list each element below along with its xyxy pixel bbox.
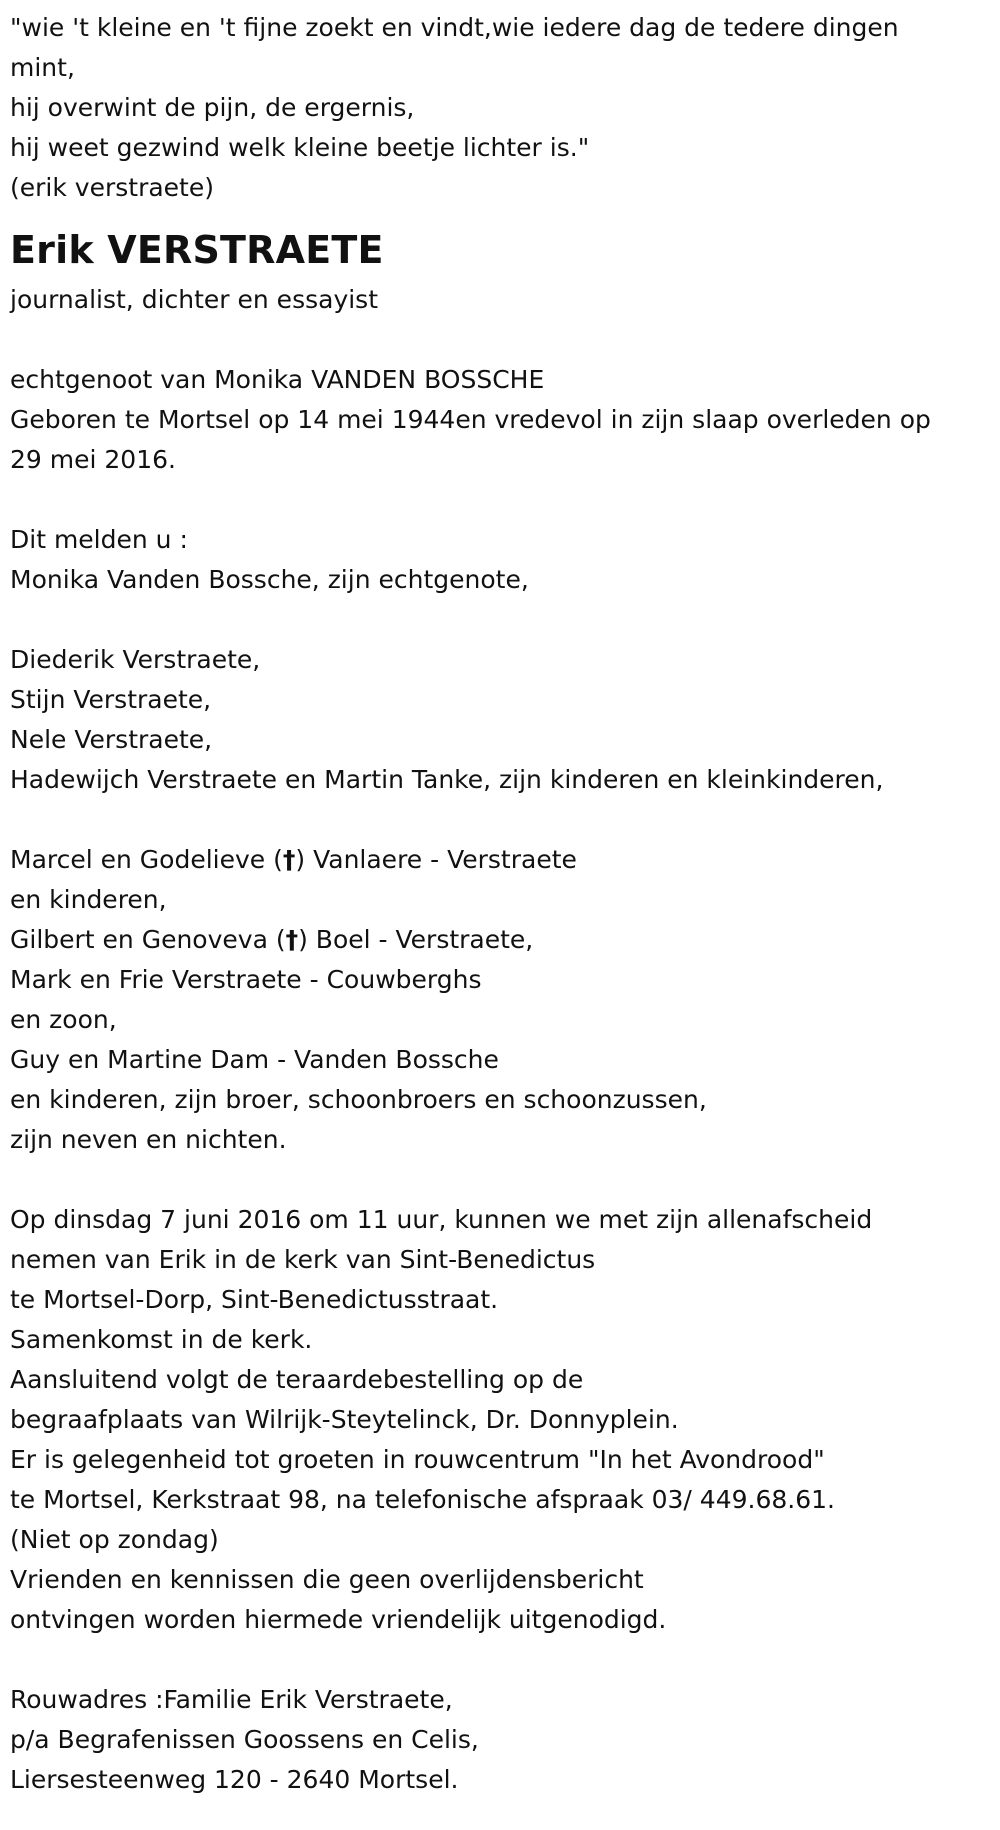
ceremony-line: Er is gelegenheid tot groeten in rouwcentrum "In het Avondrood" xyxy=(10,1445,825,1474)
announcement-intro xyxy=(10,520,990,600)
ceremony-line: te Mortsel, Kerkstraat 98, na telefonische afspraak 03/ 449.68.61. xyxy=(10,1485,835,1514)
spacer xyxy=(10,600,990,640)
family-line: zijn neven en nichten. xyxy=(10,1125,287,1154)
family-line: en zoon, xyxy=(10,1005,117,1034)
quote-attribution: (erik verstraete) xyxy=(10,173,214,202)
address-line: p/a Begrafenissen Goossens en Celis, xyxy=(10,1725,479,1754)
family-line xyxy=(10,840,990,880)
cross-icon: † xyxy=(285,925,299,954)
birth-death-line: 29 mei 2016. xyxy=(10,445,176,474)
ceremony-line: Samenkomst in de kerk. xyxy=(10,1325,313,1354)
spacer xyxy=(10,1160,990,1200)
ceremony-line: (Niet op zondag) xyxy=(10,1525,219,1554)
ceremony-line: Vrienden en kennissen die geen overlijdensbericht xyxy=(10,1565,644,1594)
birth-death-line: Geboren te Mortsel op 14 mei 1944en vredevol in zijn slaap overleden op xyxy=(10,405,931,434)
child-line: Stijn Verstraete, xyxy=(10,685,212,714)
life-details xyxy=(10,360,990,480)
announcement-intro-line: Dit melden u : xyxy=(10,525,188,554)
family-line: Mark en Frie Verstraete - Couwberghs xyxy=(10,965,482,994)
family-list xyxy=(10,840,990,1160)
quote-line: mint, xyxy=(10,53,75,82)
children-list xyxy=(10,640,990,800)
ceremony-line: ontvingen worden hiermede vriendelijk uitgenodigd. xyxy=(10,1605,667,1634)
spacer xyxy=(10,320,990,360)
spacer xyxy=(10,800,990,840)
quote-line: hij overwint de pijn, de ergernis, xyxy=(10,93,415,122)
family-text: ) Vanlaere - Verstraete xyxy=(295,845,577,874)
family-text: Marcel en Godelieve ( xyxy=(10,845,283,874)
ceremony-line: Op dinsdag 7 juni 2016 om 11 uur, kunnen we met zijn allenafscheid xyxy=(10,1205,873,1234)
family-line: Guy en Martine Dam - Vanden Bossche xyxy=(10,1045,499,1074)
deceased-name: Erik VERSTRAETE xyxy=(10,228,384,272)
child-line: Nele Verstraete, xyxy=(10,725,213,754)
ceremony-line: nemen van Erik in de kerk van Sint-Benedictus xyxy=(10,1245,596,1274)
family-text: ) Boel - Verstraete, xyxy=(298,925,534,954)
spouse-line: echtgenoot van Monika VANDEN BOSSCHE xyxy=(10,365,545,394)
cross-icon: † xyxy=(282,845,296,874)
address-line: Rouwadres :Familie Erik Verstraete, xyxy=(10,1685,453,1714)
ceremony-line: te Mortsel-Dorp, Sint-Benedictusstraat. xyxy=(10,1285,499,1314)
ceremony-line: Aansluitend volgt de teraardebestelling op de xyxy=(10,1365,584,1394)
family-text: Gilbert en Genoveva ( xyxy=(10,925,286,954)
family-line xyxy=(10,920,990,960)
spacer xyxy=(10,480,990,520)
child-line: Hadewijch Verstraete en Martin Tanke, zijn kinderen en kleinkinderen, xyxy=(10,765,884,794)
mourning-address xyxy=(10,1680,990,1800)
deceased-occupation: journalist, dichter en essayist xyxy=(10,285,379,314)
spacer xyxy=(10,1640,990,1680)
address-line: Liersesteenweg 120 - 2640 Mortsel. xyxy=(10,1765,459,1794)
quote-line: "wie 't kleine en 't fijne zoekt en vindt,wie iedere dag de tedere dingen xyxy=(10,13,899,42)
ceremony-line: begraafplaats van Wilrijk-Steytelinck, Dr. Donnyplein. xyxy=(10,1405,679,1434)
opening-quote xyxy=(10,8,990,208)
announcement-spouse-line: Monika Vanden Bossche, zijn echtgenote, xyxy=(10,565,529,594)
family-line: en kinderen, zijn broer, schoonbroers en schoonzussen, xyxy=(10,1085,707,1114)
ceremony-details xyxy=(10,1200,990,1640)
family-line: en kinderen, xyxy=(10,885,167,914)
quote-line: hij weet gezwind welk kleine beetje lichter is." xyxy=(10,133,590,162)
child-line: Diederik Verstraete, xyxy=(10,645,261,674)
